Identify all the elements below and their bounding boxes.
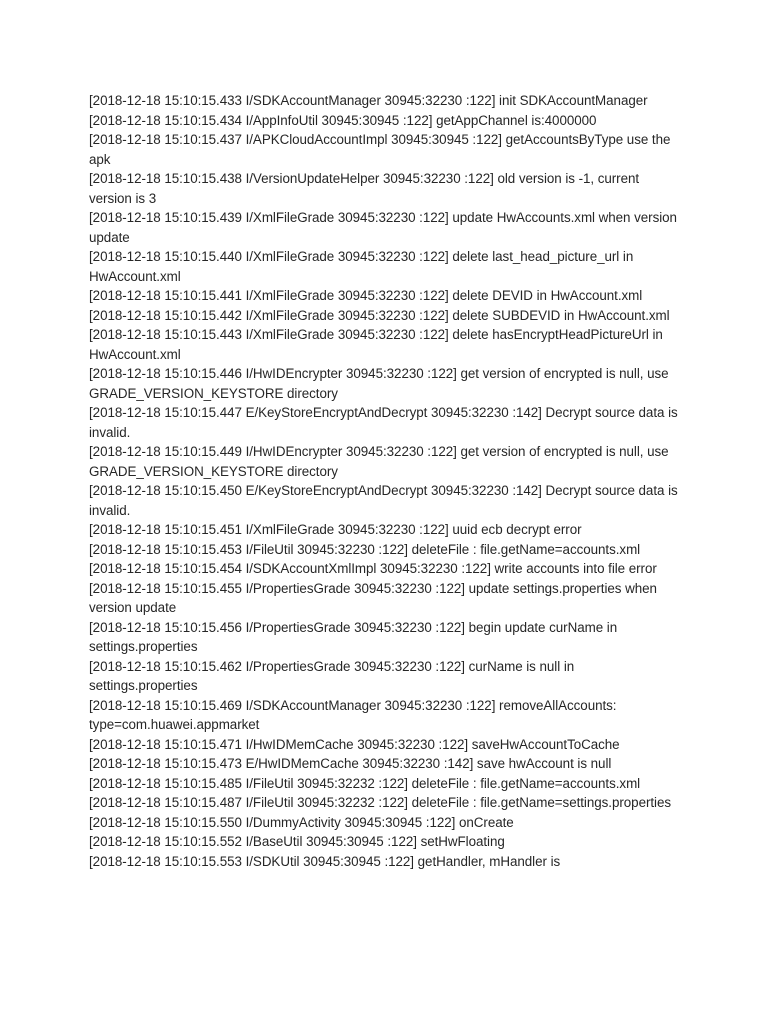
log-line: [2018-12-18 15:10:15.552 I/BaseUtil 30945:30945 :122] setHwFloating <box>89 834 505 849</box>
log-line: [2018-12-18 15:10:15.469 I/SDKAccountManager 30945:32230 :122] removeAllAccounts: type=com.huawei.appmarket <box>89 697 617 732</box>
log-line: [2018-12-18 15:10:15.439 I/XmlFileGrade 30945:32230 :122] update HwAccounts.xml when version update <box>89 210 677 245</box>
log-document <box>89 91 679 871</box>
log-line: [2018-12-18 15:10:15.438 I/VersionUpdateHelper 30945:32230 :122] old version is -1, current version is 3 <box>89 171 640 206</box>
log-line: [2018-12-18 15:10:15.485 I/FileUtil 30945:32232 :122] deleteFile : file.getName=accounts.xml <box>89 775 641 791</box>
log-line: [2018-12-18 15:10:15.443 I/XmlFileGrade 30945:32230 :122] delete hasEncryptHeadPictureUrl in HwAccount.xml <box>89 327 663 362</box>
log-line: [2018-12-18 15:10:15.456 I/PropertiesGrade 30945:32230 :122] begin update curName in settings.properties <box>89 619 618 654</box>
log-line: [2018-12-18 15:10:15.462 I/PropertiesGrade 30945:32230 :122] curName is null in settings.properties <box>89 658 575 693</box>
log-line: [2018-12-18 15:10:15.440 I/XmlFileGrade 30945:32230 :122] delete last_head_picture_url in HwAccount.xml <box>89 249 634 284</box>
log-line: [2018-12-18 15:10:15.453 I/FileUtil 30945:32230 :122] deleteFile : file.getName=accounts.xml <box>89 541 641 557</box>
log-line: [2018-12-18 15:10:15.442 I/XmlFileGrade 30945:32230 :122] delete SUBDEVID in HwAccount.xml <box>89 307 670 323</box>
log-line: [2018-12-18 15:10:15.553 I/SDKUtil 30945:30945 :122] getHandler, mHandler is <box>89 853 561 869</box>
log-line: [2018-12-18 15:10:15.434 I/AppInfoUtil 30945:30945 :122] getAppChannel is:4000000 <box>89 112 597 128</box>
log-line: [2018-12-18 15:10:15.471 I/HwIDMemCache 30945:32230 :122] saveHwAccountToCache <box>89 736 620 752</box>
log-line: [2018-12-18 15:10:15.441 I/XmlFileGrade 30945:32230 :122] delete DEVID in HwAccount.xml <box>89 288 643 303</box>
log-line: [2018-12-18 15:10:15.433 I/SDKAccountManager 30945:32230 :122] init SDKAccountManager <box>89 93 648 108</box>
log-line: [2018-12-18 15:10:15.450 E/KeyStoreEncryptAndDecrypt 30945:32230 :142] Decrypt source data is invalid. <box>89 483 678 518</box>
log-line: [2018-12-18 15:10:15.447 E/KeyStoreEncryptAndDecrypt 30945:32230 :142] Decrypt source data is invalid. <box>89 405 678 440</box>
log-line: [2018-12-18 15:10:15.455 I/PropertiesGrade 30945:32230 :122] update settings.properties when version update <box>89 580 657 615</box>
log-line: [2018-12-18 15:10:15.473 E/HwIDMemCache 30945:32230 :142] save hwAccount is null <box>89 756 612 771</box>
log-line: [2018-12-18 15:10:15.449 I/HwIDEncrypter 30945:32230 :122] get version of encrypted is null, use GRADE_VERSION_KEYSTORE directory <box>89 444 669 479</box>
log-line: [2018-12-18 15:10:15.437 I/APKCloudAccountImpl 30945:30945 :122] getAccountsByType use the apk <box>89 132 671 167</box>
log-line: [2018-12-18 15:10:15.451 I/XmlFileGrade 30945:32230 :122] uuid ecb decrypt error <box>89 522 582 537</box>
log-line: [2018-12-18 15:10:15.487 I/FileUtil 30945:32232 :122] deleteFile : file.getName=settings.properties <box>89 795 672 810</box>
log-line: [2018-12-18 15:10:15.446 I/HwIDEncrypter 30945:32230 :122] get version of encrypted is null, use GRADE_VERSION_KEYSTORE directory <box>89 366 669 401</box>
log-line: [2018-12-18 15:10:15.550 I/DummyActivity 30945:30945 :122] onCreate <box>89 814 514 830</box>
log-line: [2018-12-18 15:10:15.454 I/SDKAccountXmlImpl 30945:32230 :122] write accounts into file error <box>89 561 657 576</box>
